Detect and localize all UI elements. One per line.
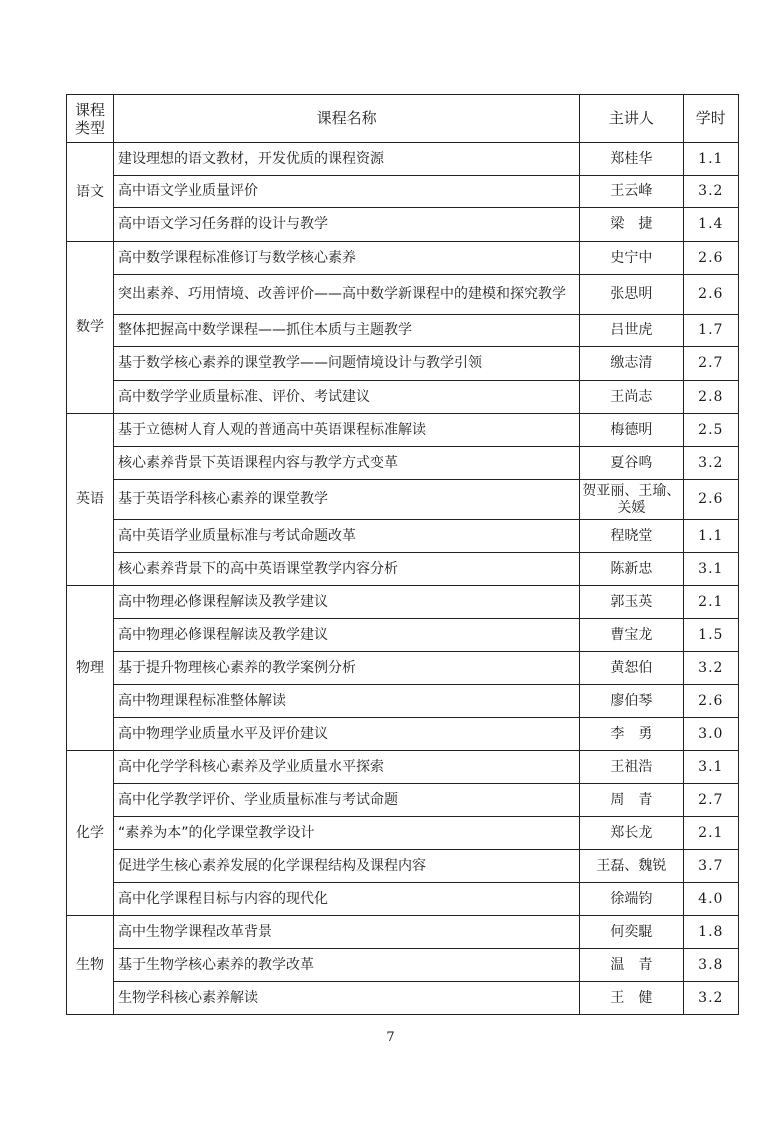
- table-row: [67, 751, 739, 784]
- course-name-cell: 基于数学核心素养的课堂教学——问题情境设计与教学引领: [114, 347, 580, 381]
- header-course-name: 课程名称: [114, 95, 580, 143]
- hours-cell: 2.8: [683, 381, 738, 414]
- speaker-cell: 黄恕伯: [580, 652, 683, 685]
- hours-cell: 3.2: [683, 176, 738, 208]
- course-name-cell: 高中化学学科核心素养及学业质量水平探索: [114, 751, 580, 784]
- speaker-cell: 曹宝龙: [580, 619, 683, 652]
- table-row: [67, 176, 739, 208]
- course-name-cell: 整体把握高中数学课程——抓住本质与主题教学: [114, 315, 580, 347]
- speaker-cell: 王磊、魏锐: [580, 850, 683, 883]
- speaker-cell: 王尚志: [580, 381, 683, 414]
- course-name-cell: 基于立德树人育人观的普通高中英语课程标准解读: [114, 414, 580, 447]
- hours-cell: 3.7: [683, 850, 738, 883]
- hours-cell: 2.7: [683, 347, 738, 381]
- speaker-cell: 吕世虎: [580, 315, 683, 347]
- speaker-cell: 缴志清: [580, 347, 683, 381]
- course-name-cell: 建设理想的语文教材，开发优质的课程资源: [114, 143, 580, 176]
- hours-cell: 1.5: [683, 619, 738, 652]
- speaker-cell: 徐端钧: [580, 883, 683, 916]
- hours-cell: 3.1: [683, 553, 738, 586]
- hours-cell: 3.2: [683, 982, 738, 1015]
- speaker-cell: 夏谷鸣: [580, 447, 683, 480]
- table-row: [67, 347, 739, 381]
- table-row: [67, 414, 739, 447]
- table-row: [67, 553, 739, 586]
- course-name-cell: 高中语文学习任务群的设计与教学: [114, 208, 580, 242]
- course-name-cell: 高中物理学业质量水平及评价建议: [114, 718, 580, 751]
- table-row: [67, 619, 739, 652]
- table-row: [67, 447, 739, 480]
- course-name-cell: 核心素养背景下的高中英语课堂教学内容分析: [114, 553, 580, 586]
- course-name-cell: 高中物理必修课程解读及教学建议: [114, 619, 580, 652]
- speaker-cell: 廖伯琴: [580, 685, 683, 718]
- speaker-cell: 张思明: [580, 275, 683, 315]
- table-row: [67, 850, 739, 883]
- table-row: [67, 143, 739, 176]
- table-row: [67, 315, 739, 347]
- table-row: [67, 520, 739, 553]
- hours-cell: 3.2: [683, 447, 738, 480]
- hours-cell: 2.6: [683, 685, 738, 718]
- hours-cell: 2.6: [683, 242, 738, 275]
- course-name-cell: “素养为本”的化学课堂教学设计: [114, 817, 580, 850]
- table-row: [67, 208, 739, 242]
- hours-cell: 2.5: [683, 414, 738, 447]
- course-type-cell: 英语: [67, 414, 114, 586]
- course-name-cell: 基于提升物理核心素养的教学案例分析: [114, 652, 580, 685]
- course-name-cell: 突出素养、巧用情境、改善评价——高中数学新课程中的建模和探究教学: [114, 275, 580, 315]
- hours-cell: 1.1: [683, 143, 738, 176]
- course-type-cell: 生物: [67, 916, 114, 1015]
- table-row: [67, 381, 739, 414]
- table-row: [67, 982, 739, 1015]
- table-row: [67, 480, 739, 520]
- table-row: [67, 275, 739, 315]
- speaker-cell: 陈新忠: [580, 553, 683, 586]
- table-row: [67, 242, 739, 275]
- hours-cell: 3.2: [683, 652, 738, 685]
- course-name-cell: 基于生物学核心素养的教学改革: [114, 949, 580, 982]
- table-header-row: [67, 95, 739, 143]
- table-row: [67, 883, 739, 916]
- speaker-cell: 王云峰: [580, 176, 683, 208]
- table-row: [67, 817, 739, 850]
- speaker-cell: 何奕騉: [580, 916, 683, 949]
- page-number: 7: [386, 1030, 395, 1045]
- speaker-cell: 王 健: [580, 982, 683, 1015]
- course-type-cell: 化学: [67, 751, 114, 916]
- course-name-cell: 高中物理必修课程解读及教学建议: [114, 586, 580, 619]
- hours-cell: 3.8: [683, 949, 738, 982]
- table-row: [67, 718, 739, 751]
- hours-cell: 1.8: [683, 916, 738, 949]
- course-name-cell: 高中数学课程标准修订与数学核心素养: [114, 242, 580, 275]
- hours-cell: 3.1: [683, 751, 738, 784]
- header-speaker: 主讲人: [580, 95, 683, 143]
- table-row: [67, 916, 739, 949]
- speaker-cell: 史宁中: [580, 242, 683, 275]
- speaker-cell: 温 青: [580, 949, 683, 982]
- course-type-cell: 语文: [67, 143, 114, 242]
- speaker-cell: 李 勇: [580, 718, 683, 751]
- course-name-cell: 高中英语学业质量标准与考试命题改革: [114, 520, 580, 553]
- course-name-cell: 高中化学课程目标与内容的现代化: [114, 883, 580, 916]
- speaker-cell: 周 青: [580, 784, 683, 817]
- course-table: [66, 94, 739, 1015]
- speaker-cell: 王祖浩: [580, 751, 683, 784]
- hours-cell: 1.4: [683, 208, 738, 242]
- hours-cell: 3.0: [683, 718, 738, 751]
- speaker-cell: 贺亚丽、王瑜、关媛: [580, 480, 683, 520]
- course-name-cell: 促进学生核心素养发展的化学课程结构及课程内容: [114, 850, 580, 883]
- speaker-cell: 梁 捷: [580, 208, 683, 242]
- hours-cell: 2.7: [683, 784, 738, 817]
- course-table-body: [67, 143, 739, 1015]
- header-hours: 学时: [683, 95, 738, 143]
- speaker-cell: 郑长龙: [580, 817, 683, 850]
- hours-cell: 2.6: [683, 275, 738, 315]
- table-row: [67, 784, 739, 817]
- course-name-cell: 高中语文学业质量评价: [114, 176, 580, 208]
- speaker-cell: 梅德明: [580, 414, 683, 447]
- speaker-cell: 程晓堂: [580, 520, 683, 553]
- table-row: [67, 685, 739, 718]
- table-row: [67, 652, 739, 685]
- course-name-cell: 高中化学教学评价、学业质量标准与考试命题: [114, 784, 580, 817]
- course-type-cell: 物理: [67, 586, 114, 751]
- hours-cell: 1.7: [683, 315, 738, 347]
- hours-cell: 4.0: [683, 883, 738, 916]
- hours-cell: 2.1: [683, 817, 738, 850]
- table-row: [67, 586, 739, 619]
- hours-cell: 2.1: [683, 586, 738, 619]
- speaker-cell: 郭玉英: [580, 586, 683, 619]
- course-name-cell: 基于英语学科核心素养的课堂教学: [114, 480, 580, 520]
- course-name-cell: 高中生物学课程改革背景: [114, 916, 580, 949]
- header-course-type: 课程类型: [67, 95, 114, 143]
- course-name-cell: 高中数学学业质量标准、评价、考试建议: [114, 381, 580, 414]
- course-name-cell: 高中物理课程标准整体解读: [114, 685, 580, 718]
- speaker-cell: 郑桂华: [580, 143, 683, 176]
- hours-cell: 1.1: [683, 520, 738, 553]
- table-row: [67, 949, 739, 982]
- hours-cell: 2.6: [683, 480, 738, 520]
- course-name-cell: 核心素养背景下英语课程内容与教学方式变革: [114, 447, 580, 480]
- course-type-cell: 数学: [67, 242, 114, 414]
- course-name-cell: 生物学科核心素养解读: [114, 982, 580, 1015]
